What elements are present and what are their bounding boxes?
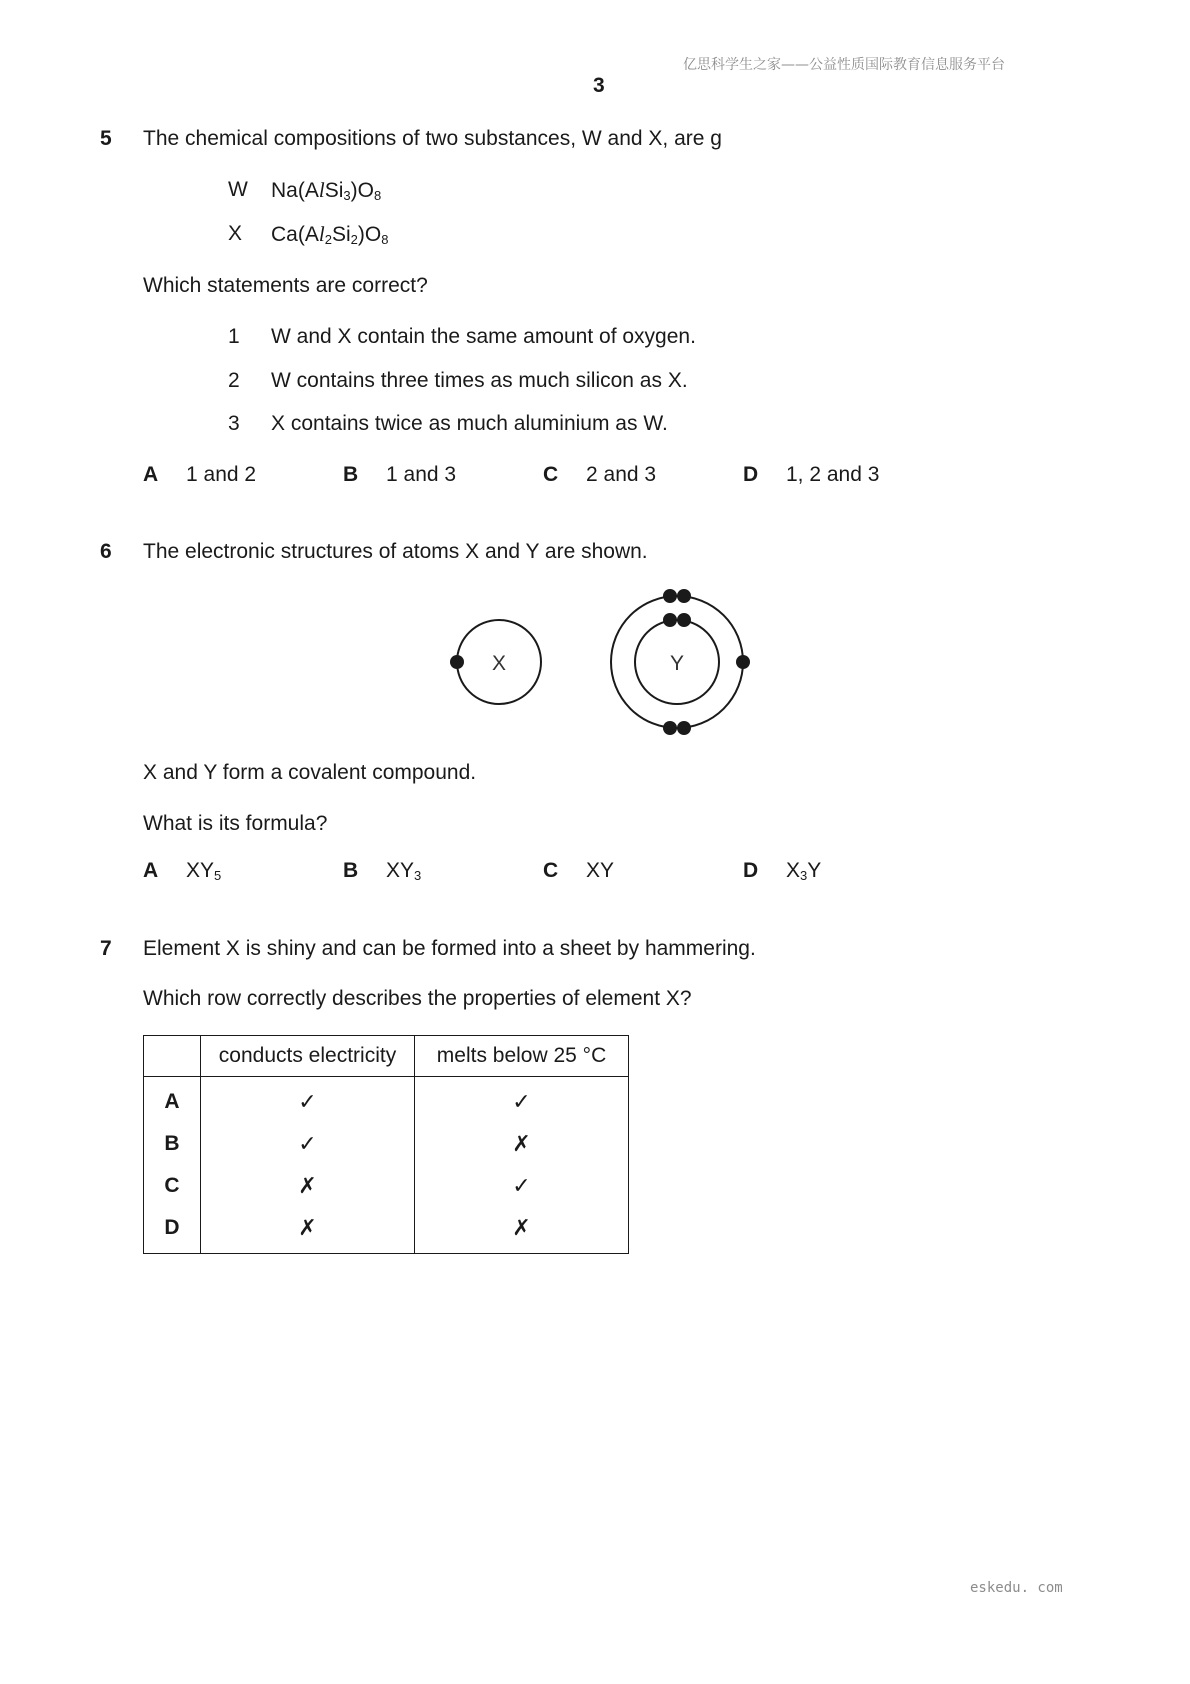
q5-option-c-letter: C xyxy=(543,463,559,486)
q6-option-d-letter: D xyxy=(743,859,759,882)
melts-mark: ✓ xyxy=(415,1165,629,1207)
table-row xyxy=(144,1165,629,1207)
watermark-text: 亿思科学生之家——公益性质国际教育信息服务平台 xyxy=(683,57,1005,73)
atom-y-inner-electron xyxy=(663,613,677,627)
question-5-stem: The chemical compositions of two substances, W and X, are g xyxy=(143,127,722,150)
atom-x-electron xyxy=(450,655,464,669)
table-header-melts: melts below 25 °C xyxy=(415,1036,629,1077)
statement-1-number: 1 xyxy=(228,325,240,348)
conducts-mark: ✗ xyxy=(201,1165,415,1207)
question-7-stem: Element X is shiny and can be formed into a sheet by hammering. xyxy=(143,937,756,960)
statement-2-number: 2 xyxy=(228,369,240,392)
question-6-prompt: What is its formula? xyxy=(143,812,328,835)
row-letter: D xyxy=(144,1207,201,1254)
atom-x-label: X xyxy=(491,652,507,675)
q6-option-c-letter: C xyxy=(543,859,559,882)
table-row xyxy=(144,1123,629,1165)
formula-x: $Ca(Al_2Si_2)O_8$ xyxy=(271,222,389,247)
conducts-mark: ✗ xyxy=(201,1207,415,1254)
q6-option-c-text: XY xyxy=(586,859,615,882)
atom-y-outer-electron xyxy=(677,589,691,603)
atom-x xyxy=(450,620,541,704)
statement-3-text: X contains twice as much aluminium as W. xyxy=(271,412,668,435)
atom-y xyxy=(611,589,750,735)
row-letter: C xyxy=(144,1165,201,1207)
table-header-row xyxy=(144,1036,629,1077)
q5-option-b-text: 1 and 3 xyxy=(386,463,457,486)
table-row xyxy=(144,1077,629,1124)
question-5-prompt: Which statements are correct? xyxy=(143,274,428,297)
conducts-mark: ✓ xyxy=(201,1077,415,1124)
formula-w: $Na(AlSi_3)O_8$ xyxy=(271,178,382,203)
q5-option-d-letter: D xyxy=(743,463,759,486)
q6-option-b-text: $XY_3$ xyxy=(386,859,422,883)
question-6-line1: X and Y form a covalent compound. xyxy=(143,761,477,784)
formula-x-label: X xyxy=(228,222,243,245)
row-letter: B xyxy=(144,1123,201,1165)
atom-y-outer-electron xyxy=(663,589,677,603)
question-7-prompt: Which row correctly describes the properties of element X? xyxy=(143,987,692,1010)
q6-option-b-letter: B xyxy=(343,859,359,882)
melts-mark: ✗ xyxy=(415,1207,629,1254)
q6-option-a-text: $XY_5$ xyxy=(186,859,222,883)
statement-2-text: W contains three times as much silicon as X. xyxy=(271,369,688,392)
conducts-mark: ✓ xyxy=(201,1123,415,1165)
atom-y-outer-electron xyxy=(736,655,750,669)
table-row xyxy=(144,1207,629,1254)
q5-option-b-letter: B xyxy=(343,463,359,486)
atom-y-label: Y xyxy=(669,652,685,675)
statement-1-text: W and X contain the same amount of oxygen. xyxy=(271,325,696,348)
properties-table xyxy=(143,1035,629,1254)
table-header-empty xyxy=(144,1036,201,1077)
question-7-number: 7 xyxy=(100,937,112,960)
atom-y-outer-electron xyxy=(677,721,691,735)
formula-w-label: W xyxy=(228,178,248,201)
electron-structure-diagram xyxy=(440,585,760,740)
atom-y-inner-electron xyxy=(677,613,691,627)
melts-mark: ✗ xyxy=(415,1123,629,1165)
atom-y-outer-electron xyxy=(663,721,677,735)
q6-option-d-text: $X_3Y$ xyxy=(786,859,822,883)
q5-option-d-text: 1, 2 and 3 xyxy=(786,463,880,486)
statement-3-number: 3 xyxy=(228,412,240,435)
footer-site: eskedu. com xyxy=(970,1580,1063,1596)
q5-option-c-text: 2 and 3 xyxy=(586,463,657,486)
q6-option-a-letter: A xyxy=(143,859,159,882)
row-letter: A xyxy=(144,1077,201,1124)
page-number: 3 xyxy=(593,74,605,97)
q5-option-a-text: 1 and 2 xyxy=(186,463,257,486)
question-5-number: 5 xyxy=(100,127,112,150)
table-header-conducts: conducts electricity xyxy=(201,1036,415,1077)
q5-option-a-letter: A xyxy=(143,463,159,486)
question-6-stem: The electronic structures of atoms X and Y are shown. xyxy=(143,540,648,563)
melts-mark: ✓ xyxy=(415,1077,629,1124)
question-6-number: 6 xyxy=(100,540,112,563)
